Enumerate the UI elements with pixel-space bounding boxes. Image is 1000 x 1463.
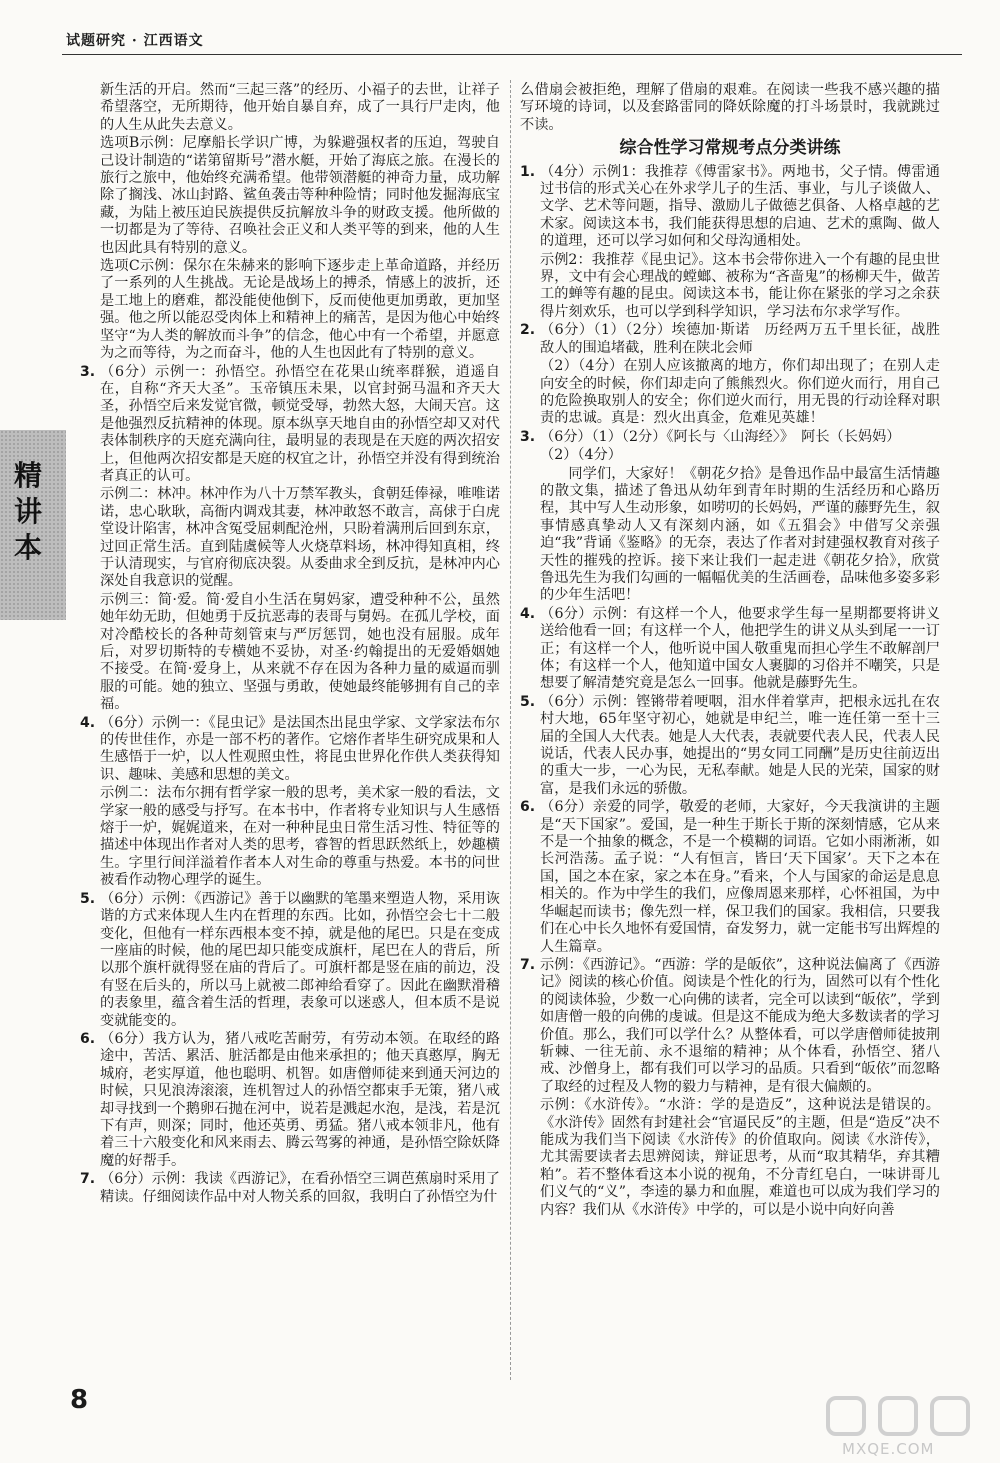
section-title: 综合性学习常规考点分类讲练	[619, 138, 841, 159]
answer-item	[80, 1171, 500, 1206]
item-number: 2.	[520, 322, 536, 339]
item-text: （6分）亲爱的同学，敬爱的老师，大家好，今天我演讲的主题是“天下国家”。爱国，是一种生于斯长于斯的深刻情感，它从来不是一个抽象的概念，不是一个模糊的词语。它如小雨淅淅，如长河浩荡。孟子说：“人有恒言，皆曰‘天下国家’。天下之本在国，国之本在家，家之本在身。”看来，个人与国家的命运是息息相关的。作为中学生的我们，应像周恩来那样，心怀祖国，为中华崛起而读书；像先烈一样，保卫我们的国家。我相信，只要我们在心中长久地怀有爱国情，奋发努力，就一定能书写出辉煌的人生篇章。	[540, 799, 940, 955]
answer-item	[80, 1031, 500, 1170]
item-text: （6分）我方认为，猪八戒吃苦耐劳，有劳动本领。在取经的路途中，苦活、累活、脏活都是由他来承担的；他天真憨厚，胸无城府，老实厚道，他也聪明、机智。如唐僧师徒来到通天河边的时候，只见浪涛滚滚，连机智过人的孙悟空都束手无策，猪八戒却寻找到一个鹅卵石抛在河中，说若是溅起水泡，是浅，若是沉下有声，则深；同时，他还英勇、勇猛。猪八戒本领非凡，他有着三十六般变化和风来雨去、腾云驾雾的神通，是孙悟空除妖降魔的好帮手。	[100, 1030, 500, 1169]
item-number: 6.	[520, 799, 536, 816]
item-text: （6分）（1）（2分）埃德加·斯诺 历经两万五千里长征，战胜敌人的围追堵截，胜利在陕北会师	[540, 322, 940, 356]
page-number: 8	[70, 1385, 89, 1415]
answer-item	[520, 164, 940, 251]
item-text: （6分）示例：《西游记》善于以幽默的笔墨来塑造人物，采用诙谐的方式来体现人生内在哲理的东西。比如，孙悟空会七十二般变化，但他有一样东西根本变不掉，就是他的尾巴。只是在变成一座庙的时候，他的尾巴却只能变成旗杆，尾巴在人的背后，所以那个旗杆就得竖在庙的背后了。可旗杆都是竖在庙的前边，没有竖在后头的，所以马上就被二郎神给看穿了。因此在幽默滑稽的表象里，蕴含着生活的哲理，表象可以迷惑人，但本质不是说变就能变的。	[100, 890, 500, 1029]
left-column	[80, 82, 500, 1207]
right-column-items	[520, 164, 940, 1219]
item-number: 5.	[520, 693, 536, 710]
column-divider	[510, 80, 511, 1380]
answer-paragraph: 选项B示例：尼摩船长学识广博，为躲避强权者的压迫，驾驶自己设计制造的“诺第留斯号”潜水艇，开始了海底之旅。在漫长的旅行之旅中，他始终充满希望。他带领潜艇的神奇力量，成功解除了搁浅、冰山封路、鲨鱼袭击等种种险情；同时他发掘海底宝藏，为陆上被压迫民族提供反抗解放斗争的财政支援。他所做的一切都是为了等待、召唤社会正义和人类平等的到来，他的人生也因此具有特别的意义。	[100, 135, 500, 256]
answer-paragraph: 新生活的开启。然而“三起三落”的经历、小福子的去世，让祥子希望落空，无所期待，他开始自暴自弃，成了一具行尸走肉，他的人生从此失去意义。	[100, 82, 500, 133]
item-number: 3.	[520, 428, 536, 445]
answer-item	[520, 957, 940, 1096]
item-text: （6分）示例：铿锵带着哽咽，泪水伴着掌声，把根永远扎在农村大地，65年坚守初心，她就是申纪兰，唯一连任第一至十三届的全国人大代表。她是人大代表，表就要代表人民，代表人民说话，代表人民办事，她提出的“男女同工同酬”是历史往前迈出的重大一步，一心为民，无私奉献。她是人民的光荣，国家的财富，是我们永远的骄傲。	[540, 693, 940, 797]
answer-paragraph: 示例：《水浒传》。“水浒：学的是造反”，这种说法是错误的。《水浒传》固然有封建社会“官逼民反”的主题，但是“造反”决不能成为我们当下阅读《水浒传》的价值取向。阅读《水浒传》，尤其需要读者去思辨阅读，辩证思考，从而“取其精华，弃其糟粕”。若不整体看这本小说的视角，不分青红皂白，一味讲哥儿们义气的“义”，李逵的暴力和血腥，难道也可以成为我们学习的内容？我们从《水浒传》中学的，可以是小说中向好向善	[540, 1097, 940, 1218]
answer-item	[520, 799, 940, 956]
answer-item	[520, 322, 940, 357]
item-text: （4分）示例1：我推荐《傅雷家书》。两地书，父子情。傅雷通过书信的形式关心在外求学儿子的生活、事业，与儿子谈做人、文学、艺术等问题，指导、激励儿子做德艺俱备、人格卓越的艺术家。阅读这本书，我们能获得思想的启迪、艺术的熏陶、做人的道理，还可以学习如何和父母沟通相处。	[540, 163, 940, 250]
side-tab-label: 精讲本	[14, 459, 43, 564]
answer-item	[80, 715, 500, 785]
right-column-continuation: 么借扇会被拒绝，理解了借扇的艰难。在阅读一些我不感兴趣的描写环境的诗词，以及套路雷同的降妖除魔的打斗场景时，我就跳过不读。	[520, 82, 940, 133]
item-number: 4.	[80, 714, 96, 731]
right-column	[520, 82, 940, 1220]
answer-item	[80, 891, 500, 1030]
item-number: 4.	[520, 605, 536, 622]
header-rule	[62, 54, 962, 55]
item-text: （6分）示例一：孙悟空。孙悟空在花果山统率群猴，逍遥自在，自称“齐天大圣”。玉帝镇压未果，以官封弼马温和齐天大圣，孙悟空后来发觉官微，顿觉受辱，勃然大怒，大闹天宫。这是他强烈反抗精神的体现。原本纵享天地自由的孙悟空却又对代表体制秩序的天庭充满向往，最明显的表现是在天庭的两次招安上，但他两次招安都是天庭的权宜之计，孙悟空并没有得到统治者真正的认可。	[100, 363, 500, 484]
answer-paragraph: （2）（4分）在别人应该撤离的地方，你们却出现了；在别人走向安全的时候，你们却走向了熊熊烈火。你们逆火而行，用自己的危险换取别人的安全；你们逆火而行，用无畏的行动诠释对职责的忠诚。真是：烈火出真金，危难见英雄！	[540, 358, 940, 427]
answer-paragraph: 示例2：我推荐《昆虫记》。这本书会带你进入一个有趣的昆虫世界，文中有会心理战的螳螂、被称为“吝啬鬼”的杨柳天牛，做苦工的蝉等有趣的昆虫。阅读这本书，能让你在紧张的学习之余获得片刻欢乐，也可以学到科学知识，学习法布尔求学写作。	[540, 251, 940, 320]
item-text: （6分）示例一：《昆虫记》是法国杰出昆虫学家、文学家法布尔的传世佳作，亦是一部不朽的著作。它熔作者毕生研究成果和人生感悟于一炉，以人性观照虫性，将昆虫世界化作供人类获得知识、趣味、美感和思想的美文。	[100, 714, 500, 783]
item-text: （6分）示例：有这样一个人，他要求学生每一星期都要将讲义送给他看一回；有这样一个人，他把学生的讲义从头到尾一一订正；有这样一个人，他听说中国人敬重鬼而担心学生不敢解剖尸体；有这样一个人，他知道中国女人裹脚的习俗并不嘲笑，只是想要了解清楚究竟是怎么一回事。他就是藤野先生。	[540, 605, 940, 692]
item-text: （6分）示例：我读《西游记》，在看孙悟空三调芭蕉扇时采用了精读。仔细阅读作品中对人物关系的回叙，我明白了孙悟空为什	[100, 1171, 500, 1205]
answer-paragraph: 示例二：法布尔拥有哲学家一般的思考，美术家一般的看法，文学家一般的感受与抒写。在本书中，作者将专业知识与人生感悟熔于一炉，娓娓道来，在对一种种昆虫日常生活习性、特征等的描述中体现出作者对人类的思考，睿智的哲思跃然纸上，妙趣横生。字里行间洋溢着作者本人对生命的尊重与热爱。本书的问世被看作动物心理学的诞生。	[100, 785, 500, 889]
item-number: 7.	[520, 956, 536, 973]
running-header: 试题研究 · 江西语文	[66, 33, 204, 49]
item-number: 1.	[520, 163, 536, 180]
answer-paragraph: 示例二：林冲。林冲作为八十万禁军教头，食朝廷俸禄，唯唯诺诺，忠心耿耿，高衙内调戏其妻，林冲敢怒不敢言，高俅于白虎堂设计陷害，林冲含冤受屈刺配沧州，只盼着满刑后回到东京，过回正常生活。直到陆虞候等人火烧草料场，林冲得知真相，终于认清现实，与官府彻底决裂。从委曲求全到反抗，是林冲内心深处自我意识的觉醒。	[100, 486, 500, 590]
answer-paragraph: 同学们，大家好！《朝花夕拾》是鲁迅作品中最富生活情趣的散文集，描述了鲁迅从幼年到青年时期的生活经历和心路历程，其中写人生动形象，如唠叨的长妈妈，严谨的藤野先生，叙事情感真挚动人又有深刻内涵，如《五猖会》中借写父亲强迫“我”背诵《鉴略》的无奈，表达了作者对封建强权教育对孩子天性的摧残的控诉。接下来让我们一起走进《朝花夕拾》，欣赏鲁迅先生为我们勾画的一幅幅优美的生活画卷，品味他多姿多彩的少年生活吧！	[540, 465, 940, 604]
item-number: 7.	[80, 1171, 96, 1188]
answer-item	[520, 429, 940, 446]
answer-item	[520, 694, 940, 798]
watermark-text: MXQE.COM	[842, 1440, 935, 1458]
answer-paragraph: 示例三：简·爱。简·爱自小生活在舅妈家，遭受种种不公，虽然她年幼无助，但她勇于反抗恶毒的表哥与舅妈。在孤儿学校，面对冷酷校长的各种苛刻管束与严厉惩罚，她也没有屈服。成年后，对罗切斯特的专横她不妥协，对圣·约翰提出的无爱婚姻她不接受。在简·爱身上，从来就不存在因为各种力量的威逼而驯服的可能。她的独立、坚强与勇敢，使她最终能够拥有自己的幸福。	[100, 591, 500, 713]
item-number: 5.	[80, 890, 96, 907]
item-number: 3.	[80, 363, 96, 380]
answer-item	[80, 364, 500, 486]
answer-item	[520, 606, 940, 693]
item-number: 6.	[80, 1030, 96, 1047]
item-text: 示例：《西游记》。“西游：学的是皈依”，这种说法偏离了《西游记》阅读的核心价值。阅读是个性化的行为，固然可以有个性化的阅读体验，少数一心向佛的读者，完全可以读到“皈依”，学到如唐僧一般的向佛的虔诚。但是这不能成为绝大多数读者的学习价值。那么，我们可以学什么？从整体看，可以学唐僧师徒披荆斩棘、一往无前、永不退缩的精神；从个体看，孙悟空、猪八戒、沙僧身上，都有我们可以学习的品质。只看到“皈依”而忽略了取经的过程及人物的毅力与精神，是有很大偏颇的。	[540, 956, 940, 1095]
item-text: （6分）（1）（2分）《阿长与〈山海经〉》 阿长（长妈妈）	[540, 428, 901, 445]
answer-paragraph: 选项C示例：保尔在朱赫来的影响下逐步走上革命道路，并经历了一系列的人生挑战。无论是战场上的搏杀，情感上的波折，还是工地上的磨难，都没能使他倒下，反而使他更加勇敢，更加坚强。他之所以能忍受肉体上和精神上的痛苦，是因为他心中始终坚守“为人类的解放而斗争”的信念，他心中有一个希望，并愿意为之而等待，为之而奋斗，他的人生也因此有了特别的意义。	[100, 258, 500, 362]
answer-paragraph: （2）（4分）	[540, 447, 622, 464]
